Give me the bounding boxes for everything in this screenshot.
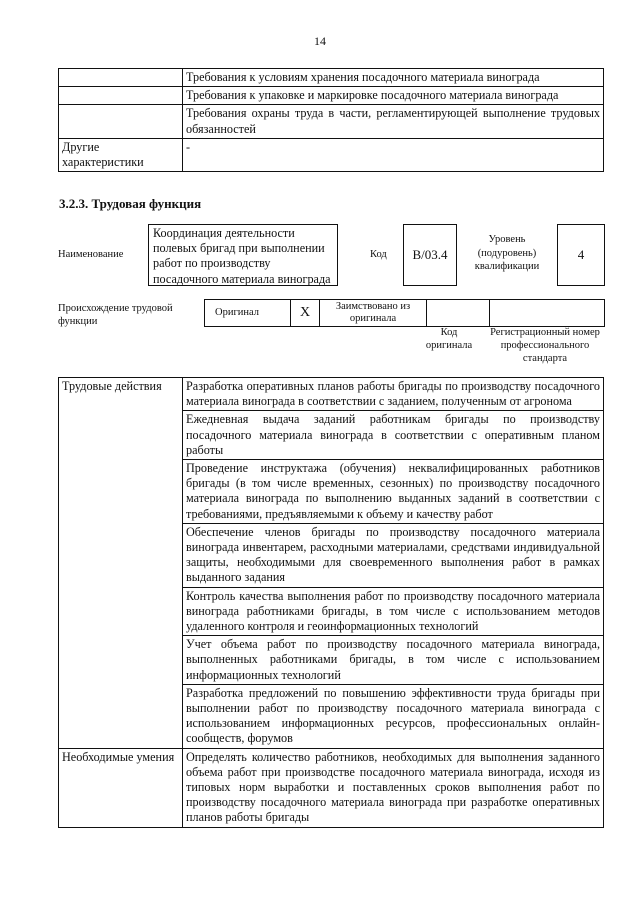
row-label-cell [59,105,183,138]
code-label: Код [370,249,387,260]
row-text-cell: - [183,138,604,171]
row-text-cell: Требования к упаковке и маркировке посадочного материала винограда [183,87,604,105]
row-label-cell [59,69,183,87]
section-title: 3.2.3. Трудовая функция [59,196,202,211]
labor-action-item: Контроль качества выполнения работ по производству посадочного материала винограда работниками бригады, в том числе с использованием методов удаленного контроля и геоинформационных технологий [183,587,604,636]
reg-number-cell [490,300,605,327]
requirements-table [58,68,604,172]
labor-action-item: Обеспечение членов бригады по производству посадочного материала винограда инвентарем, расходными материалами, средствами индивидуальной защиты, необходимыми для своевременного выполнения работ в рамках выданного задания [183,523,604,587]
level-label: Уровень (подуровень) квалификации [474,234,540,272]
function-code-value: B/03.4 [403,224,457,286]
labor-action-item: Ежедневная выдача заданий работникам бригады по производству посадочного материала винограда в соответствии с оперативным планом работы [183,411,604,460]
borrowed-label: Заимствовано из оригинала [320,300,427,327]
table-row [59,378,604,411]
table-row [59,69,604,87]
table-row [205,300,605,327]
labor-action-item: Проведение инструктажа (обучения) неквалифицированных работников бригады (в том числе временных, сезонных) по производству посадочного материала винограда по выполнению выданных заданий в соответствии с требованиями, предъявляемыми к объему и качеству работ [183,460,604,524]
table-row [59,138,604,171]
page-number: 14 [314,34,326,48]
skill-item: Определять количество работников, необходимых для выполнения заданного объема работ при производстве посадочного материала винограда, исходя из типовых норм выработки и поставленных сроков выполнения работ по производству посадочного материала винограда при разработке оперативных планов работы бригады [183,748,604,827]
row-text-cell: Требования к условиям хранения посадочного материала винограда [183,69,604,87]
function-name-value: Координация деятельности полевых бригад при выполнении работ по производству посадочного материала винограда [148,224,338,286]
labor-action-item: Разработка предложений по повышению эффективности труда бригады при выполнении работ по производству посадочного материала винограда с использованием информационных ресурсов, профессиональных онлайн-сообществ, форумов [183,684,604,748]
origin-label: Происхождение трудовой функции [58,303,173,327]
labor-action-item: Разработка оперативных планов работы бригады по производству посадочного материала винограда в соответствии с заданием, полученным от агронома [183,378,604,411]
name-label: Наименование [58,249,124,260]
row-text-cell: Требования охраны труда в части, регламентирующей выполнение трудовых обязанностей [183,105,604,138]
labor-actions-label: Трудовые действия [59,378,183,749]
table-row [59,748,604,827]
origin-table [204,299,605,327]
original-label: Оригинал [205,300,291,327]
skills-label: Необходимые умения [59,748,183,827]
labor-action-item: Учет объема работ по производству посадочного материала винограда, выполненных работниками бригады, в том числе с использованием информационных технологий [183,636,604,685]
code-original-label: Код оригинала [425,327,473,351]
original-mark: X [291,300,320,327]
row-label-cell: Другие характеристики [59,138,183,171]
level-value: 4 [557,224,605,286]
reg-number-label: Регистрационный номер профессионального стандарта [490,327,600,364]
table-row [59,87,604,105]
row-label-cell [59,87,183,105]
labor-actions-table [58,377,604,828]
code-original-cell [427,300,490,327]
table-row [59,105,604,138]
